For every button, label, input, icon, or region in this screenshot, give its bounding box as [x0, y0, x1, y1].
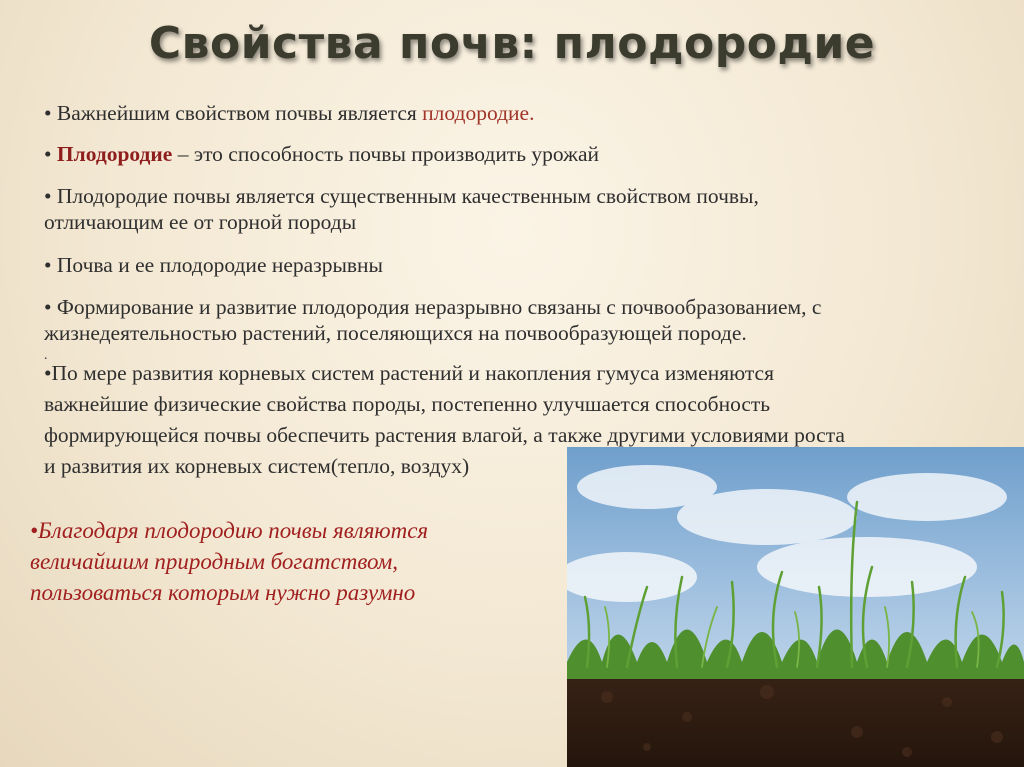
bullet-6-line-1: •По мере развития корневых систем растений и накопления гумуса изменяются — [44, 361, 774, 385]
bullet-2-term: Плодородие — [56, 142, 173, 166]
bullet-2-definition: – это способность почвы производить урожай — [172, 142, 600, 166]
bullet-2-prefix: • — [44, 142, 57, 166]
bullet-1 — [44, 100, 534, 126]
bullet-6-line-4: и развития их корневых систем(тепло, воздух) — [44, 454, 470, 478]
bullet-4: • Почва и ее плодородие неразрывны — [44, 253, 383, 277]
highlight-quote: •Благодаря плодородию почвы являются величайшим природным богатством, пользоваться которым нужно разумно — [30, 518, 429, 605]
bullet-6-line-2: важнейшие физические свойства породы, постепенно улучшается способность — [44, 392, 771, 416]
bullet-6-line-3: формирующейся почвы обеспечить растения влагой, а также другими условиями роста — [44, 423, 845, 447]
bullet-3-line-1: • Плодородие почвы является существенным качественным свойством почвы, — [44, 184, 759, 208]
bullet-1-highlight: плодородие. — [422, 101, 535, 125]
bullet-2 — [44, 141, 599, 167]
bullet-5-line-2: жизнедеятельностью растений, поселяющихся на почвообразующей породе. — [44, 321, 747, 345]
bullet-1-text: • Важнейшим свойством почвы является — [44, 101, 423, 125]
stray-dot: . — [44, 348, 48, 363]
grass-soil-photo — [567, 447, 1024, 767]
bullet-5-line-1: • Формирование и развитие плодородия неразрывно связаны с почвообразованием, с — [44, 295, 822, 319]
slide-title: Свойства почв: плодородие — [148, 18, 876, 69]
bullet-3-line-2: отличающим ее от горной породы — [44, 210, 357, 234]
